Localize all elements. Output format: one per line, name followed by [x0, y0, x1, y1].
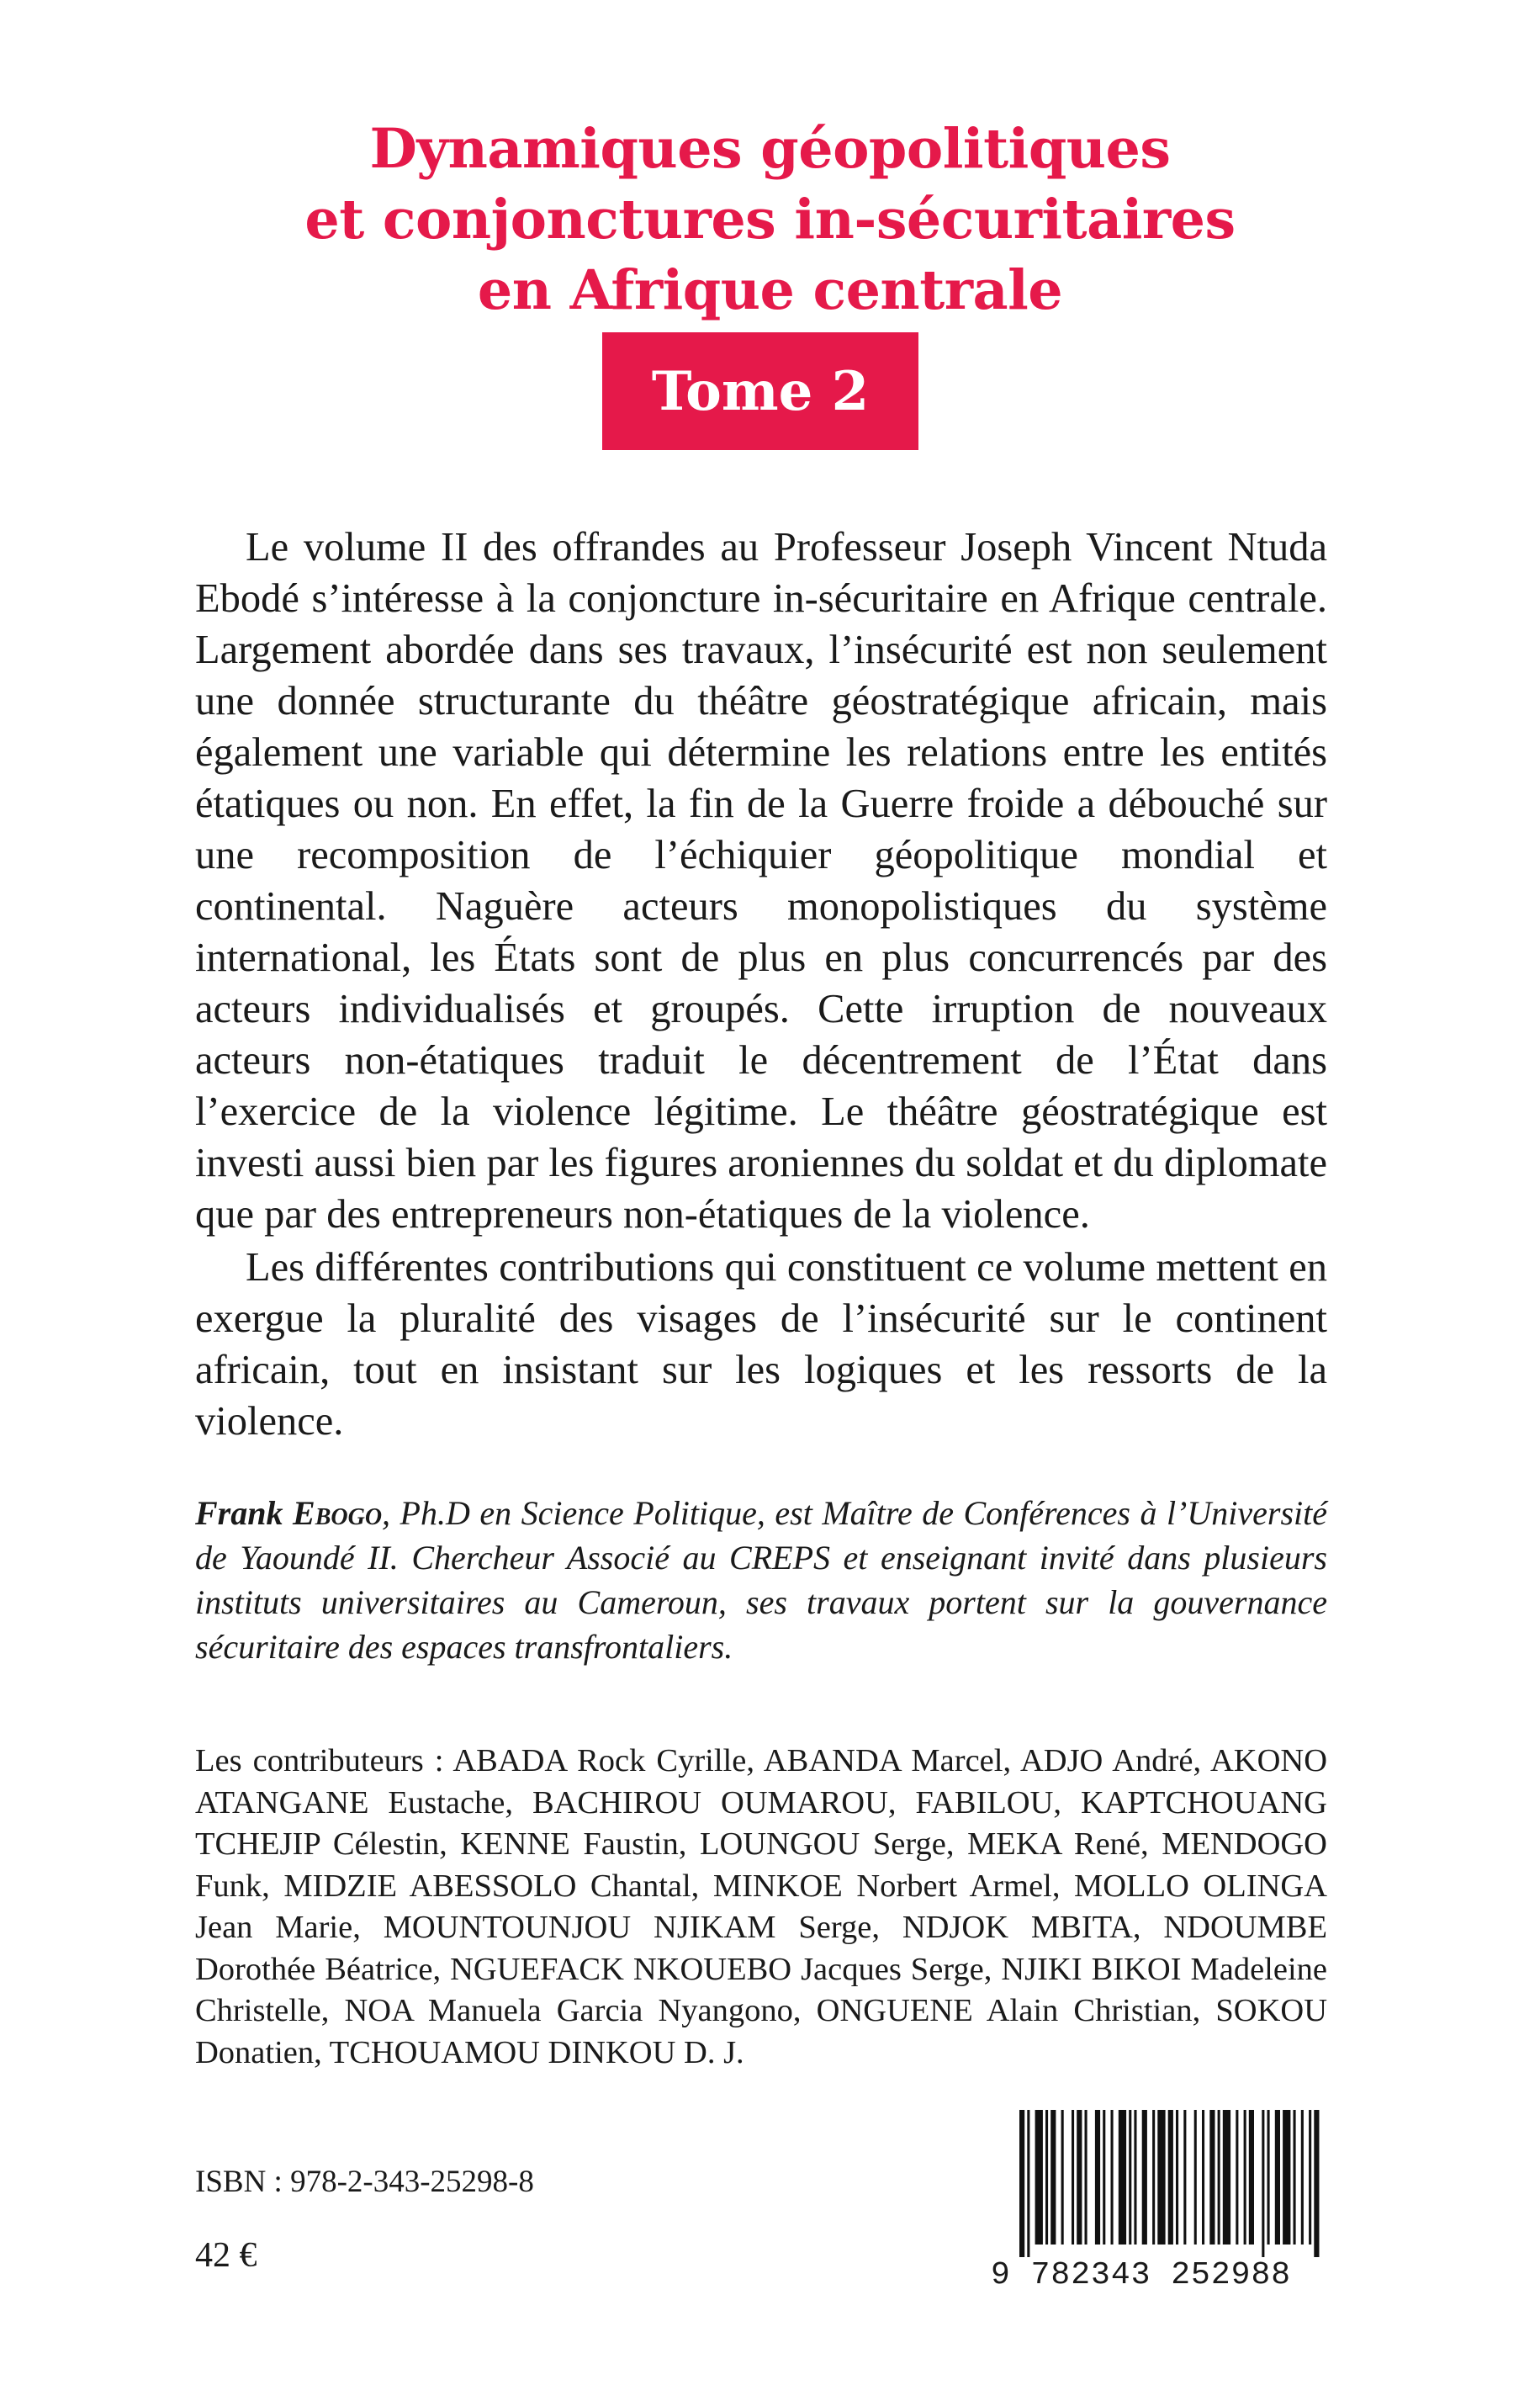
barcode-bar: [1223, 2110, 1230, 2245]
contributors-list: Les contributeurs : ABADA Rock Cyrille, ABANDA Marcel, ADJO André, AKONO ATANGANE Eustache, BACHIROU OUMAROU, FABILOU, KAPTCHOUANG TCHEJIP Célestin, KENNE Faustin, LOUNGOU Serge, MEKA René, MENDOGO Funk, MIDZIE ABESSOLO Chantal, MINKOE Norbert Armel, MOLLO OLINGA Jean Marie, MOUNTOUNJOU NJIKAM Serge, NDJOK MBITA, NDOUMBE Dorothée Béatrice, NGUEFACK NKOUEBO Jacques Serge, NJIKI BIKOI Madeleine Christelle, NOA Manuela Garcia Nyangono, ONGUENE Alain Christian, SOKOU Donatien, TCHOUAMOU DINKOU D. J.: [195, 1743, 1327, 2070]
author-first-name: Frank: [195, 1494, 283, 1532]
barcode-bar: [1218, 2110, 1220, 2245]
title-line-1: Dynamiques géopolitiques: [369, 117, 1171, 181]
barcode-bar: [1077, 2110, 1082, 2245]
barcode-bar: [1111, 2110, 1114, 2245]
barcode-bar: [1085, 2110, 1088, 2245]
barcode-bar: [1095, 2110, 1100, 2245]
barcode-bar: [1061, 2110, 1064, 2245]
barcode-bar: [1119, 2110, 1126, 2245]
tome-badge: Tome 2: [602, 332, 918, 450]
barcode-bar: [1072, 2110, 1074, 2245]
book-title: [0, 114, 1540, 326]
barcode-bar: [1301, 2110, 1304, 2245]
barcode-bar: [1183, 2110, 1186, 2245]
barcode-bar: [1152, 2110, 1155, 2245]
barcode-bar: [1194, 2110, 1197, 2245]
isbn: ISBN : 978-2-343-25298-8: [195, 2165, 534, 2199]
barcode-bar: [1244, 2110, 1246, 2245]
summary-paragraph-1: Le volume II des offrandes au Professeur Joseph Vincent Ntuda Ebodé s’intéresse à la conjoncture in-sécuritaire en Afrique centrale. Largement abordée dans ses travaux, l’insécurité est non seulement une donnée structurante du théâtre géostratégique africain, mais également une variable qui détermine les relations entre les entités étatiques ou non. En effet, la fin de la Guerre froide a débouché sur une recomposition de l’échiquier géopolitique mondial et continental. Naguère acteurs monopolistiques du système international, les États sont de plus en plus concurrencés par des acteurs individualisés et groupés. Cette irruption de nouveaux acteurs non-étatiques traduit le décentrement de l’État dans l’exercice de la violence légitime. Le théâtre géostratégique est investi aussi bien par les figures aroniennes du soldat et du diplomate que par des entrepreneurs non-étatiques de la violence.: [195, 525, 1327, 1237]
barcode-bars: [991, 2110, 1327, 2257]
barcode-bar: [1262, 2110, 1264, 2257]
price: 42 €: [195, 2236, 257, 2275]
title-line-3: en Afrique centrale: [477, 258, 1063, 322]
barcode-bar: [1129, 2110, 1131, 2245]
barcode-bar: [1309, 2110, 1311, 2245]
barcode-bar: [1134, 2110, 1136, 2245]
barcode-digits: 9 782343 252988: [991, 2257, 1292, 2293]
barcode-bar: [1176, 2110, 1178, 2245]
barcode-bar: [1157, 2110, 1165, 2245]
barcode-bar: [1168, 2110, 1173, 2245]
author-name: [195, 1494, 382, 1532]
barcode-bar: [1267, 2110, 1270, 2245]
barcode: [991, 2110, 1327, 2303]
author-bio-text: , Ph.D en Science Politique, est Maître de Conférences à l’Université de Yaoundé II. Chercheur Associé au CREPS et enseignant invité dans plusieurs instituts universitaires au Cameroun, ses travaux portent sur la gouvernance sécuritaire des espaces transfrontaliers.: [195, 1494, 1328, 1666]
author-last-name: Ebogo: [293, 1494, 383, 1532]
barcode-bar: [1019, 2110, 1024, 2257]
barcode-bar: [1202, 2110, 1204, 2245]
barcode-bar: [1275, 2110, 1280, 2245]
barcode-bar: [1236, 2110, 1238, 2245]
barcode-bar: [1045, 2110, 1048, 2245]
barcode-bar: [1283, 2110, 1290, 2245]
barcode-bar: [1249, 2110, 1254, 2245]
barcode-bar: [1035, 2110, 1043, 2245]
title-line-2: et conjonctures in-sécuritaires: [304, 188, 1236, 252]
barcode-bar: [1142, 2110, 1147, 2245]
barcode-bar: [1027, 2110, 1029, 2257]
barcode-bar: [1050, 2110, 1056, 2245]
barcode-bar: [1103, 2110, 1105, 2245]
summary-paragraph-2: Les différentes contributions qui constituent ce volume mettent en exergue la pluralité des visages de l’insécurité sur le continent africain, tout en insistant sur les logiques et les ressorts de la violence.: [195, 1245, 1327, 1444]
barcode-bar: [1314, 2110, 1319, 2257]
barcode-bar: [1209, 2110, 1215, 2245]
author-bio: [195, 1491, 1327, 1669]
barcode-bar: [1294, 2110, 1296, 2245]
